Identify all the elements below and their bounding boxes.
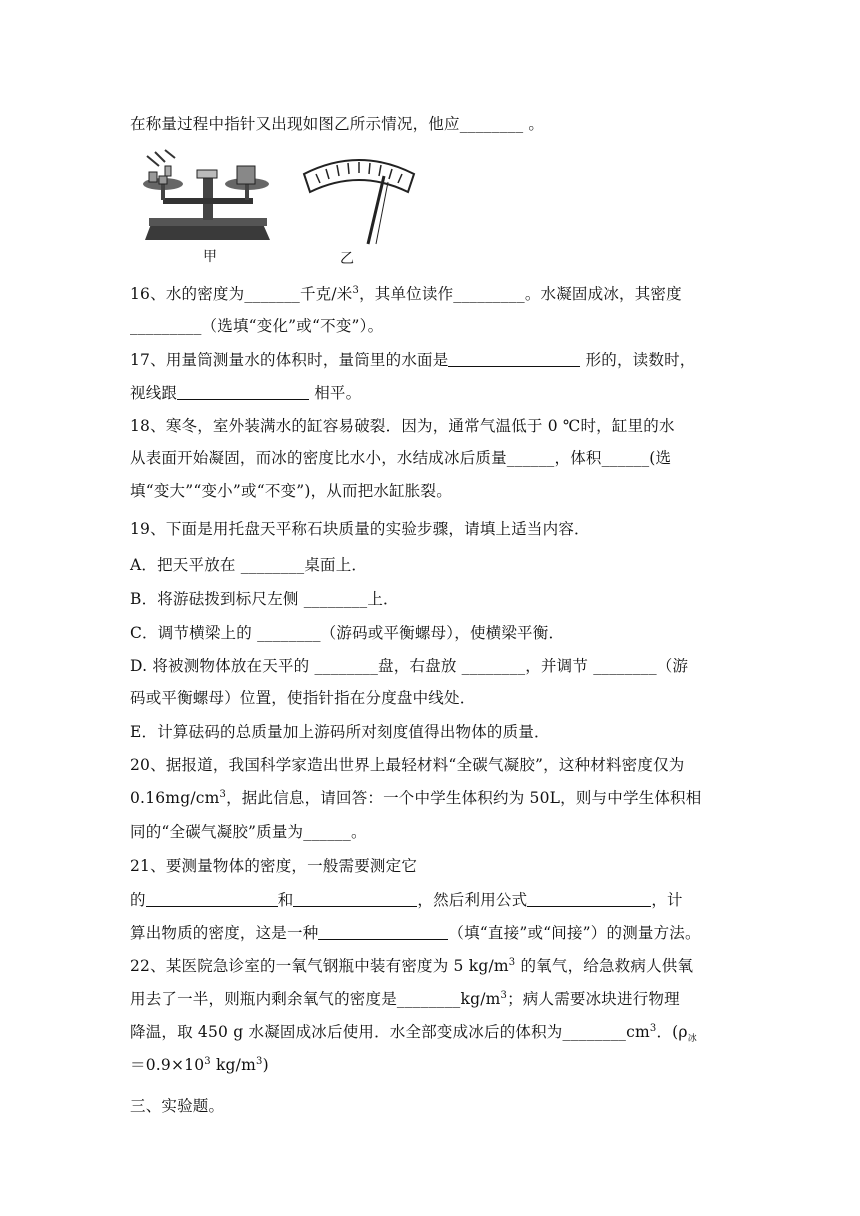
q22-line1: 22、某医院急诊室的一氧气钢瓶中装有密度为 5 $kg/m^3$ 的氧气，给急救病人供氧	[130, 957, 694, 975]
q18-line1: 18、寒冬，室外装满水的缸容易破裂．因为，通常气温低于 0 ℃时，缸里的水	[130, 417, 675, 435]
q17-line1: 17、用量筒测量水的体积时，量筒里的水面是 形的，读数时，	[130, 351, 696, 369]
q20-line2: $0.16mg/cm^3$，据此信息，请回答：一个中学生体积约为 50L，则与中学生体积相	[130, 789, 702, 807]
balance-figure	[135, 148, 280, 248]
q19-A: A．把天平放在 ________桌面上．	[130, 556, 368, 574]
q16-line1: 16、水的密度为_______千克/米$^3$，其单位读作_________。水凝固成冰，其密度	[130, 285, 682, 303]
q20-line1: 20、据报道，我国科学家造出世界上最轻材料“全碳气凝胶”，这种材料密度仅为	[130, 756, 685, 774]
figure-label-yi: 乙	[340, 251, 354, 267]
dial-pointer-icon	[298, 152, 420, 246]
dial-figure	[298, 152, 420, 246]
q19-E: E．计算砝码的总质量加上游码所对刻度值得出物体的质量．	[130, 723, 550, 741]
q22-line4: $=0.9\times 10^3$ $kg/m^3$)	[130, 1056, 269, 1074]
q21-line2: 的 和 ，然后利用公式 ，计	[130, 891, 683, 909]
q18-line3: 填“变大”“变小”或“不变”)，从而把水缸胀裂。	[130, 482, 452, 500]
blank	[448, 351, 580, 368]
q21-line3: 算出物质的密度，这是一种 （填“直接”或“间接”）的测量方法。	[130, 924, 701, 942]
section-heading: 三、实验题。	[130, 1097, 225, 1115]
q19-D2: 码或平衡螺母）位置，使指针指在分度盘中线处．	[130, 689, 476, 707]
blank	[146, 891, 278, 908]
q19-D1: D. 将被测物体放在天平的 ________盘，右盘放 ________，并调节 ________（游	[130, 657, 689, 675]
blank	[293, 891, 417, 908]
q18-line2: 从表面开始凝固，而冰的密度比水小，水结成冰后质量______，体积______(选	[130, 449, 672, 467]
q19-B: B．将游砝拨到标尺左侧 ________上．	[130, 590, 399, 608]
blank	[318, 924, 448, 941]
q19-C: C．调节横梁上的 ________（游码或平衡螺母），使横梁平衡．	[130, 624, 565, 642]
text-line: 在称量过程中指针又出现如图乙所示情况，他应________ 。	[130, 115, 545, 133]
q19-line: 19、下面是用托盘天平称石块质量的实验步骤，请填上适当内容．	[130, 520, 590, 538]
q16-line2: _________（选填“变化”或“不变”）。	[130, 317, 384, 335]
q20-line3: 同的“全碳气凝胶”质量为______。	[130, 823, 367, 841]
q21-line1: 21、要测量物体的密度，一般需要测定它	[130, 857, 418, 875]
blank	[527, 891, 651, 908]
blank	[177, 384, 309, 401]
balance-icon	[135, 148, 280, 248]
q22-line3: 降温，取 450 g 水凝固成冰后使用．水全部变成冰后的体积为$\_\_\_\_\_\_\_\_cm^3$．($\rho_冰$	[130, 1023, 697, 1045]
q22-line2: 用去了一半，则瓶内剩余氧气的密度是$\_\_\_\_\_\_\_\_kg/m^3$；病人需要冰块进行物理	[130, 990, 680, 1008]
figure-label-jia: 甲	[203, 249, 217, 265]
q17-line2: 视线跟 相平。	[130, 384, 362, 402]
